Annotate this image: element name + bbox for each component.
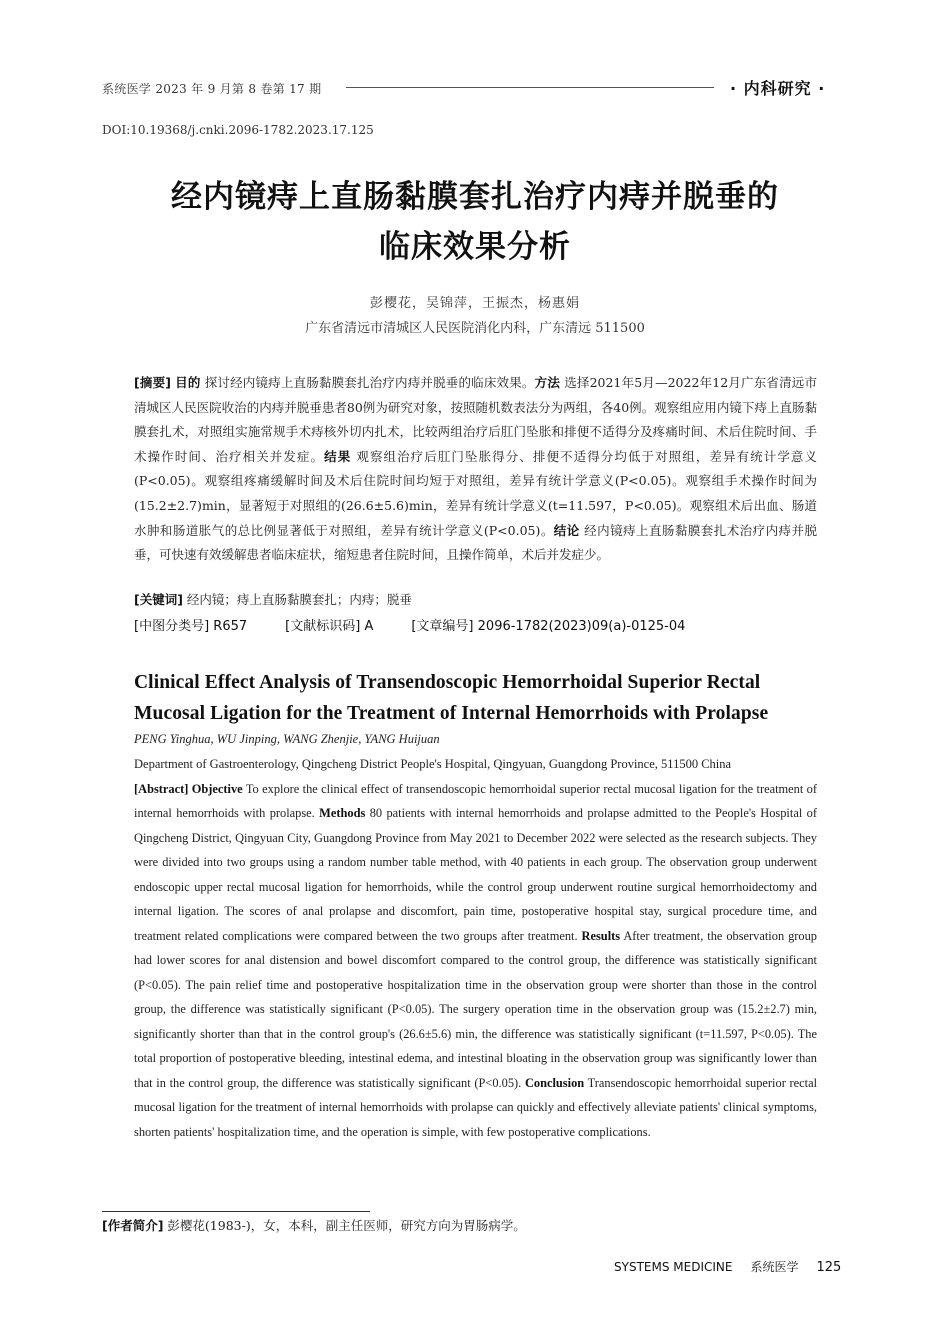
- methods-text: 选择2021年5月—2022年12月广东省清远市清城区人民医院收治的内痔并脱垂患者80例为研究对象，按照随机数表法分为两组，各40例。观察组应用内镜下痔上直肠黏膜套扎术，对照组实施常规手术痔核外切内扎术，比较两组治疗后肛门坠胀和排便不适得分及疼痛时间、术后住院时间、手术操作时间、治疗相关并发症。: [134, 375, 817, 464]
- en-objective-text: To explore the clinical effect of transendoscopic hemorrhoidal superior rectal mucosal ligation for the treatment of internal hemorrhoids with prolapse.: [134, 782, 817, 821]
- en-results-label: Results: [581, 928, 621, 943]
- conclusion-label: 结论: [553, 522, 580, 538]
- author-note: [102, 1216, 526, 1234]
- article-no-label: [文章编号]: [411, 619, 474, 634]
- chinese-abstract: [134, 371, 817, 568]
- en-methods-text: 80 patients with internal hemorrhoids and prolapse admitted to the People's Hospital of Qingcheng District, Qingyuan City, Guangdong Province from May 2021 to December 2022 were selected as the research subjects. They were divided into two groups using a random number table method, with 40 patients in each group. The observation group underwent endoscopic upper rectal mucosal ligation for hemorrhoids, while the control group underwent routine surgical hemorrhoidectomy and internal ligation. The scores of anal prolapse and discomfort, pain time, postoperative hospital stay, surgical procedure time, and treatment related complications were compared between the two groups after treatment.: [134, 806, 817, 943]
- objective-text: 探讨经内镜痔上直肠黏膜套扎治疗内痔并脱垂的临床效果。: [204, 375, 535, 390]
- english-title-line-2: Mucosal Ligation for the Treatment of Internal Hemorrhoids with Prolapse: [134, 703, 769, 724]
- footnote-rule: [102, 1211, 370, 1212]
- english-authors: PENG Yinghua, WU Jinping, WANG Zhenjie, YANG Huijuan: [134, 732, 440, 746]
- keywords-label: [关键词]: [134, 592, 183, 607]
- section-label: · 内科研究 ·: [730, 79, 826, 98]
- en-conclusion-text: Transendoscopic hemorrhoidal superior rectal mucosal ligation for the treatment of internal hemorrhoids with prolapse can quickly and effectively alleviate patients' clinical symptoms, shorten patients' hospitalization time, and the operation is simple, with few postoperative complications.: [134, 1075, 818, 1139]
- chinese-authors: 彭樱花，吴锦萍，王振杰，杨惠娟: [369, 296, 580, 311]
- en-conclusion-label: Conclusion: [524, 1075, 585, 1090]
- english-title: [134, 667, 824, 729]
- page-number: 125: [816, 1260, 842, 1275]
- footer-journal-en: SYSTEMS MEDICINE: [614, 1260, 733, 1274]
- keywords-text: 经内镜；痔上直肠黏膜套扎；内痔；脱垂: [186, 592, 412, 607]
- doc-code-value: A: [364, 619, 374, 634]
- chinese-title: [0, 172, 950, 272]
- conclusion-text: 经内镜痔上直肠黏膜套扎术治疗内痔并脱垂，可快速有效缓解患者临床症状，缩短患者住院时间，且操作简单，术后并发症少。: [134, 522, 817, 563]
- footer-journal-cn: 系统医学: [750, 1260, 799, 1274]
- chinese-title-line-1: 经内镜痔上直肠黏膜套扎治疗内痔并脱垂的: [171, 179, 779, 215]
- header-rule: [346, 87, 714, 88]
- abstract-label: [摘要]: [134, 375, 171, 390]
- english-title-line-1: Clinical Effect Analysis of Transendoscopic Hemorrhoidal Superior Rectal: [134, 672, 761, 693]
- chinese-keywords: [134, 590, 817, 608]
- chinese-affiliation: 广东省清远市清城区人民医院消化内科，广东清远 511500: [305, 321, 645, 336]
- en-abstract-label: [Abstract]: [134, 782, 189, 796]
- en-results-text: After treatment, the observation group had lower scores for anal distension and bowel discomfort compared to the control group, the difference was statistically significant (P<0.05). The pain relief time and postoperative hospitalization time in the observation group were shorter than those in the control group, the difference was statistically significant (P<0.05). The surgery operation time in the observation group was (15.2±2.7) min, significantly shorter than that in the control group's (26.6±5.6) min, the difference was statistically significant (t=11.597, P<0.05). The total proportion of postoperative bleeding, intestinal edema, and intestinal bloating in the observation group was significantly lower than that in the control group, the difference was statistically significant (P<0.05).: [134, 928, 817, 1090]
- results-text: 观察组治疗后肛门坠胀得分、排便不适得分均低于对照组，差异有统计学意义(P<0.05)。观察组疼痛缓解时间及术后住院时间均短于对照组，差异有统计学意义(P<0.05)。观察组手术操作时间为(15.2±2.7)min，显著短于对照组的(26.6±5.6)min，差异有统计学意义(t=11.597，P<0.05)。观察组术后出血、肠道水肿和肠道胀气的总比例显著低于对照组，差异有统计学意义(P<0.05)。: [134, 448, 817, 538]
- article-no-value: 2096-1782(2023)09(a)-0125-04: [477, 619, 686, 634]
- classification-row: [134, 615, 817, 634]
- page-footer: [614, 1258, 841, 1275]
- chinese-title-line-2: 临床效果分析: [379, 229, 571, 265]
- english-abstract: [134, 777, 817, 1144]
- author-note-text: 彭樱花(1983-)，女，本科，副主任医师，研究方向为胃肠病学。: [167, 1218, 526, 1233]
- journal-issue-header: 系统医学 2023 年 9 月第 8 卷第 17 期: [102, 82, 322, 96]
- methods-label: 方法: [534, 375, 561, 390]
- author-note-label: [作者简介]: [102, 1218, 164, 1233]
- results-label: 结果: [324, 448, 352, 464]
- objective-label: 目的: [175, 375, 201, 390]
- doc-code-label: [文献标识码]: [285, 619, 361, 634]
- english-affiliation: Department of Gastroenterology, Qingcheng District People's Hospital, Qingyuan, Guangdong Province, 511500 China: [134, 757, 732, 771]
- doi: DOI:10.19368/j.cnki.2096-1782.2023.17.125: [102, 123, 374, 137]
- en-objective-label: Objective: [191, 782, 243, 796]
- en-methods-label: Methods: [319, 806, 366, 821]
- clc-label: [中图分类号]: [134, 619, 210, 634]
- clc-value: R657: [213, 619, 248, 634]
